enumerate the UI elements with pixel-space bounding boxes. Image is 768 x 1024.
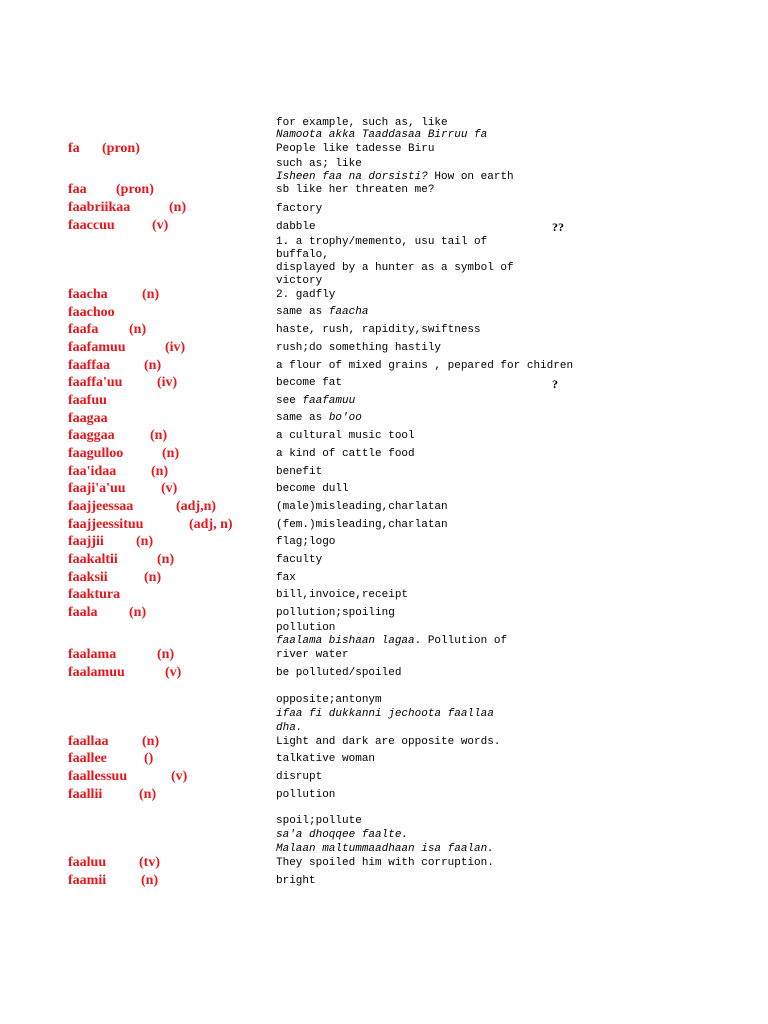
part-of-speech: (n) <box>162 446 180 461</box>
part-of-speech: (n) <box>157 647 175 662</box>
definition-line: (fem.)misleading,charlatan <box>276 519 448 531</box>
headword: faafuu <box>68 393 107 408</box>
definition-text: same as <box>276 306 329 318</box>
definition-line: Light and dark are opposite words. <box>276 736 501 748</box>
part-of-speech: (n) <box>141 873 159 888</box>
headword: faajjii <box>68 534 104 549</box>
definition-line: flag;logo <box>276 536 336 548</box>
headword: faalamuu <box>68 665 125 680</box>
part-of-speech: (n) <box>169 200 187 215</box>
headword: faaktura <box>68 587 121 602</box>
definition-line: factory <box>276 203 323 215</box>
definition-line: pollution <box>276 789 336 801</box>
definition-line: river water <box>276 649 349 661</box>
example-sentence: ifaa fi dukkanni jechoota faallaa <box>276 708 494 720</box>
part-of-speech: (tv) <box>139 855 160 870</box>
example-sentence: Malaan maltummaadhaan isa faalan. <box>276 843 494 855</box>
example-sentence: sa'a dhoqqee faalte. <box>276 829 409 841</box>
definition-line <box>276 412 362 425</box>
definition-line: victory <box>276 275 323 287</box>
headword: faaffaa <box>68 358 110 373</box>
headword: faagulloo <box>68 446 124 461</box>
definition-line: a cultural music tool <box>276 430 415 442</box>
headword: faabriikaa <box>68 200 131 215</box>
part-of-speech: (n) <box>129 322 147 337</box>
definition-line: People like tadesse Biru <box>276 143 435 155</box>
headword: faa <box>68 182 87 197</box>
cross-reference: bo'oo <box>328 412 362 424</box>
headword: faaggaa <box>68 428 115 443</box>
part-of-speech: (n) <box>144 570 162 585</box>
headword: faachoo <box>68 305 115 320</box>
headword: faaji'a'uu <box>68 481 126 496</box>
definition-line: pollution;spoiling <box>276 607 395 619</box>
definition-line: sb like her threaten me? <box>276 184 435 196</box>
part-of-speech: (adj,n) <box>176 499 217 514</box>
part-of-speech: (v) <box>161 481 178 496</box>
definition-line: talkative woman <box>276 753 376 765</box>
part-of-speech: (pron) <box>102 141 140 156</box>
definition-text: same as <box>276 412 329 424</box>
definition-line <box>276 635 507 648</box>
part-of-speech: (v) <box>171 769 188 784</box>
definition-line <box>276 395 355 408</box>
definition-line: rush;do something hastily <box>276 342 442 354</box>
query-mark: ? <box>552 377 558 391</box>
example-translation: . Pollution of <box>414 635 508 647</box>
headword: faallessuu <box>68 769 128 784</box>
definition-line: haste, rush, rapidity,swiftness <box>276 324 481 336</box>
definition-line: They spoiled him with corruption. <box>276 857 494 869</box>
part-of-speech: (n) <box>150 428 168 443</box>
headword: faacha <box>68 287 108 302</box>
headword: faallii <box>68 787 103 802</box>
headword: faala <box>68 605 98 620</box>
definition-line: dabble <box>276 221 316 233</box>
headword: faa'idaa <box>68 464 117 479</box>
part-of-speech: (n) <box>157 552 175 567</box>
part-of-speech: (v) <box>152 218 169 233</box>
headword: faaluu <box>68 855 107 870</box>
part-of-speech: (n) <box>142 734 160 749</box>
definition-line: pollution <box>276 622 336 634</box>
definition-line: become dull <box>276 483 349 495</box>
example-sentence: Isheen faa na dorsisti? <box>276 171 428 183</box>
headword: faallaa <box>68 734 109 749</box>
definition-line: benefit <box>276 466 323 478</box>
headword: faakaltii <box>68 552 118 567</box>
headword: faamii <box>68 873 107 888</box>
definition-line: 2. gadfly <box>276 289 336 301</box>
definition-line: become fat <box>276 377 343 389</box>
headword: faajjeessaa <box>68 499 134 514</box>
example-sentence: faalama bishaan lagaa <box>276 635 415 647</box>
definition-line: opposite;antonym <box>276 694 382 706</box>
cross-reference: faacha <box>328 306 369 318</box>
part-of-speech: (n) <box>129 605 147 620</box>
headword: fa <box>68 141 80 156</box>
headword: faafamuu <box>68 340 126 355</box>
definition-line: bright <box>276 875 316 887</box>
definition-line: bill,invoice,receipt <box>276 589 409 601</box>
part-of-speech: (n) <box>144 358 162 373</box>
headword: faagaa <box>68 411 108 426</box>
definition-line: (male)misleading,charlatan <box>276 501 448 513</box>
part-of-speech: (pron) <box>116 182 154 197</box>
example-sentence: Namoota akka Taaddasaa Birruu fa <box>276 129 488 141</box>
part-of-speech: () <box>144 751 154 766</box>
headword: faafa <box>68 322 99 337</box>
headword: faallee <box>68 751 107 766</box>
example-sentence: dha. <box>276 722 303 734</box>
part-of-speech: (n) <box>142 287 160 302</box>
definition-line: be polluted/spoiled <box>276 667 402 679</box>
part-of-speech: (iv) <box>157 375 178 390</box>
definition-line: for example, such as, like <box>276 117 448 129</box>
definition-line: a flour of mixed grains , pepared for chidren <box>276 360 574 372</box>
definition-line: a kind of cattle food <box>276 448 415 460</box>
part-of-speech: (n) <box>136 534 154 549</box>
definition-line: 1. a trophy/memento, usu tail of <box>276 236 488 248</box>
definition-line: buffalo, <box>276 249 329 261</box>
part-of-speech: (n) <box>139 787 157 802</box>
definition-line: fax <box>276 572 296 584</box>
definition-line <box>276 306 368 319</box>
part-of-speech: (n) <box>151 464 169 479</box>
part-of-speech: (adj, n) <box>189 517 233 532</box>
headword: faalama <box>68 647 117 662</box>
definition-line: such as; like <box>276 158 362 170</box>
definition-text: see <box>276 395 303 407</box>
headword: faaffa'uu <box>68 375 123 390</box>
definition-line: disrupt <box>276 771 323 783</box>
example-translation: How on earth <box>427 171 514 183</box>
definition-line: spoil;pollute <box>276 815 362 827</box>
definition-line: faculty <box>276 554 323 566</box>
definition-line <box>276 171 514 184</box>
definition-line: displayed by a hunter as a symbol of <box>276 262 514 274</box>
headword: faaksii <box>68 570 108 585</box>
cross-reference: faafamuu <box>302 395 356 407</box>
part-of-speech: (iv) <box>165 340 186 355</box>
query-mark: ?? <box>552 220 564 234</box>
part-of-speech: (v) <box>165 665 182 680</box>
headword: faajjeessituu <box>68 517 144 532</box>
headword: faaccuu <box>68 218 115 233</box>
